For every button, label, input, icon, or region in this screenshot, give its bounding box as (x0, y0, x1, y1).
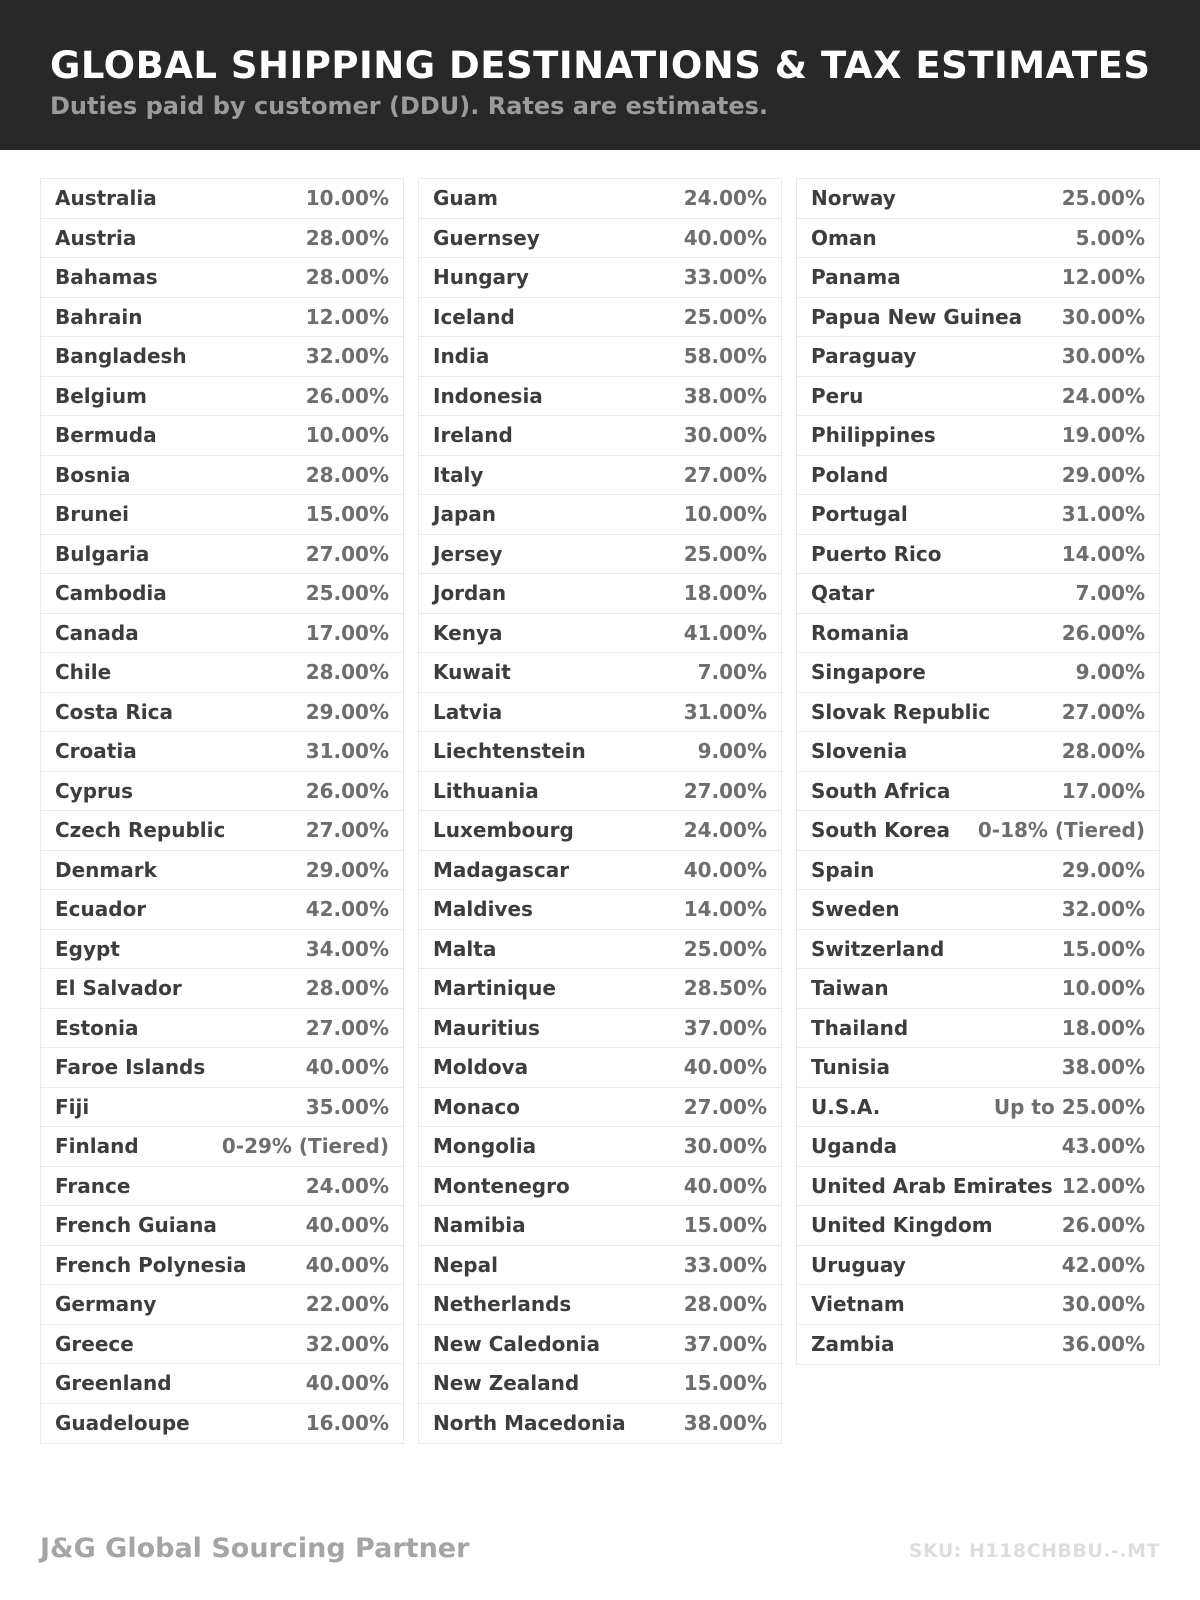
tax-rate: 40.00% (683, 1055, 767, 1080)
table-row (797, 1206, 1159, 1246)
tax-rate: 25.00% (683, 541, 767, 566)
tax-rate: 31.00% (305, 739, 389, 764)
table-row (419, 1364, 781, 1404)
tax-rate: 26.00% (1061, 620, 1145, 645)
tax-rate: 32.00% (1061, 897, 1145, 922)
table-row (419, 851, 781, 891)
country-name: Netherlands (433, 1292, 572, 1317)
country-name: Lithuania (433, 778, 539, 803)
table-row (797, 1285, 1159, 1325)
tax-rate: 24.00% (305, 1173, 389, 1198)
tax-rate: 30.00% (1061, 304, 1145, 329)
table-row (419, 1246, 781, 1286)
table-row (419, 456, 781, 496)
tax-rate: 15.00% (1061, 936, 1145, 961)
country-name: Fiji (55, 1094, 90, 1119)
country-name: United Kingdom (811, 1213, 993, 1238)
table-row (419, 495, 781, 535)
tax-rate: 25.00% (683, 936, 767, 961)
country-name: Bosnia (55, 462, 131, 487)
country-name: Namibia (433, 1213, 526, 1238)
country-name: Croatia (55, 739, 137, 764)
country-name: South Korea (811, 818, 950, 843)
tax-rate: 28.00% (683, 1292, 767, 1317)
table-row (797, 179, 1159, 219)
country-name: Philippines (811, 423, 936, 448)
tax-rate: 28.00% (305, 976, 389, 1001)
tax-rate: 12.00% (1061, 265, 1145, 290)
country-name: Mongolia (433, 1134, 537, 1159)
tax-rate: 19.00% (1061, 423, 1145, 448)
table-row (41, 1167, 403, 1207)
header-banner (0, 0, 1200, 150)
tax-rate: 14.00% (1061, 541, 1145, 566)
tax-rate: 40.00% (683, 1173, 767, 1198)
country-name: Japan (433, 502, 496, 527)
table-row (41, 298, 403, 338)
country-name: Bahamas (55, 265, 158, 290)
table-row (41, 456, 403, 496)
country-name: Romania (811, 620, 910, 645)
table-row (419, 179, 781, 219)
table-row (41, 890, 403, 930)
country-name: Tunisia (811, 1055, 891, 1080)
table-row (797, 1167, 1159, 1207)
country-name: Indonesia (433, 383, 543, 408)
country-name: Guam (433, 186, 498, 211)
table-row (797, 732, 1159, 772)
table-row (41, 811, 403, 851)
tax-rate: 31.00% (1061, 502, 1145, 527)
table-row (41, 179, 403, 219)
country-name: Sweden (811, 897, 900, 922)
country-name: Taiwan (811, 976, 889, 1001)
tax-rate: 40.00% (305, 1213, 389, 1238)
tax-rate: 28.50% (683, 976, 767, 1001)
country-name: Cyprus (55, 778, 134, 803)
tax-rate: 31.00% (683, 699, 767, 724)
tax-rate: 30.00% (1061, 1292, 1145, 1317)
country-name: Ecuador (55, 897, 147, 922)
country-name: Uruguay (811, 1252, 906, 1277)
country-name: Oman (811, 225, 877, 250)
tax-rate: 27.00% (305, 818, 389, 843)
tax-rate: 32.00% (305, 344, 389, 369)
country-name: Portugal (811, 502, 908, 527)
tax-rate: 15.00% (683, 1213, 767, 1238)
rates-column-3 (796, 178, 1160, 1365)
table-row (797, 377, 1159, 417)
tax-rate: 27.00% (683, 462, 767, 487)
country-name: Iceland (433, 304, 515, 329)
table-row (797, 890, 1159, 930)
table-row (797, 851, 1159, 891)
tax-rate: 24.00% (1061, 383, 1145, 408)
table-row (419, 377, 781, 417)
country-name: Norway (811, 186, 896, 211)
tax-rate: 7.00% (1075, 581, 1145, 606)
table-row (797, 1009, 1159, 1049)
table-row (797, 1088, 1159, 1128)
country-name: Paraguay (811, 344, 917, 369)
table-row (797, 258, 1159, 298)
tax-rate: 17.00% (305, 620, 389, 645)
tax-rate: 24.00% (683, 186, 767, 211)
tax-rate: 41.00% (683, 620, 767, 645)
country-name: Italy (433, 462, 484, 487)
table-row (797, 456, 1159, 496)
country-name: Thailand (811, 1015, 909, 1040)
country-name: Bahrain (55, 304, 143, 329)
table-row (797, 535, 1159, 575)
country-name: Spain (811, 857, 875, 882)
tax-rate: 17.00% (1061, 778, 1145, 803)
tax-rate: 27.00% (305, 1015, 389, 1040)
table-row (41, 1325, 403, 1365)
table-row (41, 930, 403, 970)
country-name: Belgium (55, 383, 147, 408)
tax-rate: 36.00% (1061, 1332, 1145, 1357)
table-row (419, 219, 781, 259)
country-name: Czech Republic (55, 818, 226, 843)
country-name: Peru (811, 383, 864, 408)
country-name: Bangladesh (55, 344, 187, 369)
table-row (41, 1048, 403, 1088)
country-name: Guernsey (433, 225, 540, 250)
table-row (419, 337, 781, 377)
tax-rate: 12.00% (1061, 1173, 1145, 1198)
table-row (797, 416, 1159, 456)
tax-rate: 29.00% (305, 857, 389, 882)
tax-rate: 33.00% (683, 1252, 767, 1277)
country-name: Austria (55, 225, 137, 250)
country-name: Ireland (433, 423, 513, 448)
table-row (41, 219, 403, 259)
table-row (797, 1127, 1159, 1167)
country-name: Maldives (433, 897, 533, 922)
country-name: French Polynesia (55, 1252, 247, 1277)
tax-rate: 16.00% (305, 1411, 389, 1436)
tax-rate: 18.00% (1061, 1015, 1145, 1040)
table-row (419, 1285, 781, 1325)
country-name: South Africa (811, 778, 951, 803)
country-name: Martinique (433, 976, 556, 1001)
table-row (41, 574, 403, 614)
table-row (41, 653, 403, 693)
tax-rate: 40.00% (683, 857, 767, 882)
country-name: Malta (433, 936, 497, 961)
tax-rate: 28.00% (305, 265, 389, 290)
table-row (419, 416, 781, 456)
country-name: Greece (55, 1331, 134, 1356)
table-row (419, 614, 781, 654)
country-name: Germany (55, 1292, 157, 1317)
country-name: Guadeloupe (55, 1411, 190, 1436)
table-row (41, 851, 403, 891)
country-name: Cambodia (55, 581, 167, 606)
table-row (797, 930, 1159, 970)
tax-rate: 18.00% (683, 581, 767, 606)
tax-rate: 27.00% (683, 778, 767, 803)
table-row (797, 772, 1159, 812)
table-row (419, 1009, 781, 1049)
table-row (41, 693, 403, 733)
country-name: Greenland (55, 1371, 172, 1396)
tax-rate: 26.00% (1061, 1213, 1145, 1238)
tax-rate: 27.00% (683, 1094, 767, 1119)
table-row (41, 1088, 403, 1128)
country-name: Chile (55, 660, 112, 685)
table-row (41, 1285, 403, 1325)
tax-rate: 37.00% (683, 1331, 767, 1356)
country-name: Vietnam (811, 1292, 905, 1317)
country-name: United Arab Emirates (811, 1173, 1053, 1198)
tax-rate: 43.00% (1061, 1134, 1145, 1159)
table-row (419, 1167, 781, 1207)
rates-column-1 (40, 178, 404, 1444)
table-row (41, 1206, 403, 1246)
tax-rate: 14.00% (683, 897, 767, 922)
tax-rate: 40.00% (683, 225, 767, 250)
country-name: Uganda (811, 1134, 898, 1159)
page-title: GLOBAL SHIPPING DESTINATIONS & TAX ESTIMATES (50, 43, 1151, 87)
country-name: Finland (55, 1134, 139, 1159)
table-row (797, 1048, 1159, 1088)
tax-rate: 10.00% (305, 186, 389, 211)
tax-rate: 0-18% (Tiered) (977, 818, 1145, 843)
tax-rate: 5.00% (1075, 225, 1145, 250)
table-row (41, 1404, 403, 1444)
tax-rate: 24.00% (683, 818, 767, 843)
tax-rate: 33.00% (683, 265, 767, 290)
country-name: Costa Rica (55, 699, 173, 724)
rates-column-2 (418, 178, 782, 1444)
table-row (419, 574, 781, 614)
country-name: Madagascar (433, 857, 570, 882)
table-row (41, 377, 403, 417)
tax-rate: 29.00% (1061, 462, 1145, 487)
country-name: New Caledonia (433, 1331, 600, 1356)
country-name: Hungary (433, 265, 529, 290)
country-name: Poland (811, 462, 889, 487)
tax-rate: 42.00% (1061, 1252, 1145, 1277)
table-row (797, 614, 1159, 654)
tax-rate: 42.00% (305, 897, 389, 922)
country-name: Puerto Rico (811, 541, 942, 566)
country-name: Denmark (55, 857, 157, 882)
tax-rate: 38.00% (1061, 1055, 1145, 1080)
table-row (41, 535, 403, 575)
country-name: Estonia (55, 1015, 139, 1040)
table-row (797, 969, 1159, 1009)
table-row (797, 811, 1159, 851)
country-name: U.S.A. (811, 1094, 881, 1119)
country-name: Qatar (811, 581, 875, 606)
page-subtitle: Duties paid by customer (DDU). Rates are estimates. (50, 91, 769, 120)
tax-rate: 15.00% (305, 502, 389, 527)
tax-rate: 38.00% (683, 1411, 767, 1436)
tax-rate: 22.00% (305, 1292, 389, 1317)
table-row (41, 1364, 403, 1404)
table-row (419, 732, 781, 772)
country-name: Switzerland (811, 936, 945, 961)
table-row (419, 1206, 781, 1246)
tax-rate: 10.00% (683, 502, 767, 527)
country-name: Jordan (433, 581, 507, 606)
country-name: Luxembourg (433, 818, 574, 843)
country-name: Monaco (433, 1094, 520, 1119)
table-row (41, 416, 403, 456)
tax-rate: 29.00% (305, 699, 389, 724)
country-name: Panama (811, 265, 901, 290)
table-row (797, 1246, 1159, 1286)
table-row (797, 653, 1159, 693)
table-row (41, 1009, 403, 1049)
table-row (41, 614, 403, 654)
tax-rate: 30.00% (683, 1134, 767, 1159)
country-name: French Guiana (55, 1213, 217, 1238)
table-row (797, 1325, 1159, 1365)
tax-rate: 28.00% (305, 660, 389, 685)
country-name: Singapore (811, 660, 926, 685)
tax-rate: 10.00% (1061, 976, 1145, 1001)
tax-rate: 28.00% (305, 462, 389, 487)
tax-rate: 9.00% (1075, 660, 1145, 685)
country-name: Papua New Guinea (811, 304, 1023, 329)
country-name: Kuwait (433, 660, 511, 685)
table-row (419, 772, 781, 812)
table-row (41, 337, 403, 377)
country-name: Brunei (55, 502, 130, 527)
tax-rate: 28.00% (305, 225, 389, 250)
table-row (419, 1127, 781, 1167)
country-name: Zambia (811, 1332, 895, 1357)
footer (40, 1533, 1160, 1564)
tax-rate: 40.00% (305, 1055, 389, 1080)
tax-rate: 25.00% (683, 304, 767, 329)
tax-rate: 25.00% (1061, 186, 1145, 211)
tax-rate: 27.00% (1061, 699, 1145, 724)
country-name: Montenegro (433, 1173, 570, 1198)
table-row (797, 298, 1159, 338)
table-row (419, 1404, 781, 1444)
country-name: North Macedonia (433, 1411, 626, 1436)
country-name: Mauritius (433, 1015, 540, 1040)
table-row (41, 495, 403, 535)
tax-rate: 40.00% (305, 1371, 389, 1396)
table-row (419, 653, 781, 693)
table-row (419, 298, 781, 338)
table-row (419, 1088, 781, 1128)
tax-rate: 26.00% (305, 383, 389, 408)
country-name: Canada (55, 620, 139, 645)
table-row (797, 495, 1159, 535)
table-row (797, 337, 1159, 377)
table-row (419, 811, 781, 851)
table-row (419, 890, 781, 930)
country-name: Egypt (55, 936, 120, 961)
table-row (41, 969, 403, 1009)
country-name: India (433, 344, 490, 369)
table-row (41, 732, 403, 772)
country-name: New Zealand (433, 1371, 580, 1396)
country-name: El Salvador (55, 976, 182, 1001)
brand-name: J&G Global Sourcing Partner (40, 1533, 470, 1564)
country-name: Jersey (433, 541, 503, 566)
tax-rate: 10.00% (305, 423, 389, 448)
table-row (419, 930, 781, 970)
table-row (41, 258, 403, 298)
table-row (797, 693, 1159, 733)
tax-rate: 25.00% (305, 581, 389, 606)
tax-rate: 7.00% (697, 660, 767, 685)
table-row (41, 1127, 403, 1167)
tax-rate: 26.00% (305, 778, 389, 803)
tax-rate: 32.00% (305, 1331, 389, 1356)
table-row (419, 693, 781, 733)
tax-rate: 15.00% (683, 1371, 767, 1396)
tax-rate: 40.00% (305, 1252, 389, 1277)
table-row (797, 574, 1159, 614)
country-name: Kenya (433, 620, 503, 645)
table-row (419, 535, 781, 575)
tax-rate: 30.00% (1061, 344, 1145, 369)
table-row (419, 1325, 781, 1365)
sku-label: SKU: H118CHBBU.-.MT (908, 1540, 1160, 1562)
country-name: Slovak Republic (811, 699, 991, 724)
tax-rate: 9.00% (697, 739, 767, 764)
table-row (41, 1246, 403, 1286)
country-name: Bermuda (55, 423, 157, 448)
tax-rate: 35.00% (305, 1094, 389, 1119)
tax-rate: 12.00% (305, 304, 389, 329)
tax-rate: 37.00% (683, 1015, 767, 1040)
table-row (797, 219, 1159, 259)
tax-rate: 58.00% (683, 344, 767, 369)
country-name: Australia (55, 186, 157, 211)
tax-rate: 38.00% (683, 383, 767, 408)
tax-rate: 0-29% (Tiered) (221, 1134, 389, 1159)
tax-rate: 30.00% (683, 423, 767, 448)
country-name: Liechtenstein (433, 739, 586, 764)
country-name: Latvia (433, 699, 503, 724)
table-row (41, 772, 403, 812)
country-name: Slovenia (811, 739, 908, 764)
table-row (419, 1048, 781, 1088)
tax-rate: Up to 25.00% (993, 1094, 1145, 1119)
country-name: Moldova (433, 1055, 529, 1080)
table-row (419, 258, 781, 298)
country-name: Nepal (433, 1252, 498, 1277)
country-name: Bulgaria (55, 541, 150, 566)
rates-table (40, 178, 1160, 1444)
tax-rate: 34.00% (305, 936, 389, 961)
country-name: France (55, 1173, 131, 1198)
tax-rate: 29.00% (1061, 857, 1145, 882)
tax-rate: 28.00% (1061, 739, 1145, 764)
tax-rate: 27.00% (305, 541, 389, 566)
country-name: Faroe Islands (55, 1055, 206, 1080)
table-row (419, 969, 781, 1009)
